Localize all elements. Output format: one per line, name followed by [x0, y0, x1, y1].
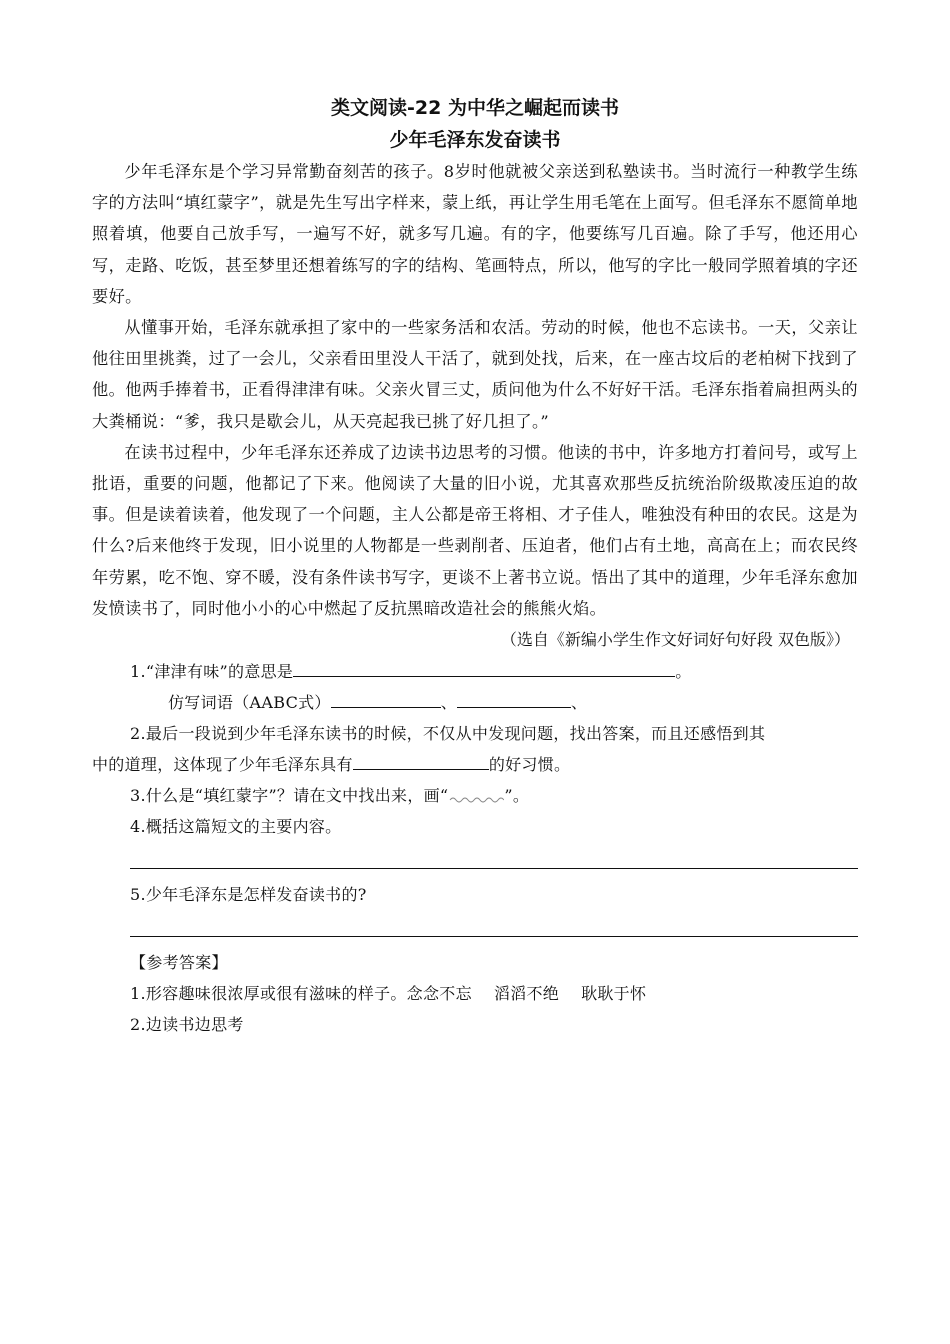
passage-title: 少年毛泽东发奋读书: [389, 129, 561, 151]
question-2-answer-blank[interactable]: [353, 751, 489, 770]
word-separator-1: 、: [440, 693, 458, 713]
document-title: 类文阅读-22 为中华之崛起而读书: [331, 97, 619, 119]
question-1-answer-blank[interactable]: [293, 658, 675, 677]
question-2-text: 中的道理，这体现了少年毛泽东具有: [92, 755, 353, 775]
question-2-line-2: [92, 749, 858, 780]
question-1-text: 1.“津津有味”的意思是: [130, 662, 294, 682]
wavy-underline-icon: [448, 790, 504, 804]
question-4: 4.概括这篇短文的主要内容。: [130, 817, 342, 837]
question-1b-text: 仿写词语（AABC式）: [168, 693, 331, 713]
answer-1-meaning: 1.形容趣味很浓厚或很有滋味的样子。: [130, 984, 407, 1004]
question-5: 5.少年毛泽东是怎样发奋读书的?: [130, 885, 367, 905]
answer-heading: 【参考答案】: [130, 953, 228, 973]
answer-1-word-1: 念念不忘: [406, 984, 472, 1004]
word-blank-1[interactable]: [331, 689, 441, 708]
question-2-end: 的好习惯。: [488, 755, 571, 775]
answer-1: [92, 978, 858, 1009]
worksheet-page: [92, 92, 858, 1040]
question-5-answer-line[interactable]: [130, 910, 858, 937]
question-1b: [92, 687, 858, 718]
source-citation: （选自《新编小学生作文好词好句好段 双色版》）: [500, 630, 850, 650]
question-3-end: ”。: [504, 786, 530, 806]
question-2-line-1: 2.最后一段说到少年毛泽东读书的时候，不仅从中发现问题，找出答案，而且还感悟到其: [130, 724, 766, 744]
question-4-answer-line[interactable]: [130, 842, 858, 869]
answer-1-word-3: 耿耿于怀: [581, 984, 647, 1004]
word-separator-2: 、: [571, 693, 588, 713]
answer-1-word-2: 滔滔不绝: [493, 984, 560, 1004]
passage-paragraph-2: 从懂事开始，毛泽东就承担了家中的一些家务活和农活。劳动的时候，他也不忘读书。一天，父亲让他往田里挑粪，过了一会儿，父亲看田里没人干活了，就到处找，后来，在一座古坟后的老柏树下找到了他。他两手捧着书，正看得津津有味。父亲火冒三丈，质问他为什么不好好干活。毛泽东指着扁担两头的大粪桶说：“爹，我只是歇会儿，从天亮起我已挑了好几担了。”: [92, 318, 858, 431]
question-3-text: 3.什么是“填红蒙字”？请在文中找出来，画“: [130, 786, 449, 806]
word-blank-2[interactable]: [457, 689, 571, 708]
question-1-end: 。: [675, 662, 692, 682]
question-3: [92, 780, 858, 811]
passage-paragraph-3: 在读书过程中，少年毛泽东还养成了边读书边思考的习惯。他读的书中，许多地方打着问号，或写上批语，重要的问题，他都记了下来。他阅读了大量的旧小说，尤其喜欢那些反抗统治阶级欺凌压迫的故事。但是读着读着，他发现了一个问题，主人公都是帝王将相、才子佳人，唯独没有种田的农民。这是为什么?后来他终于发现，旧小说里的人物都是一些剥削者、压迫者，他们占有土地，高高在上；而农民终年劳累，吃不饱、穿不暖，没有条件读书写字，更谈不上著书立说。悟出了其中的道理，少年毛泽东愈加发愤读书了，同时他小小的心中燃起了反抗黑暗改造社会的熊熊火焰。: [92, 442, 858, 618]
passage-paragraph-1: 少年毛泽东是个学习异常勤奋刻苦的孩子。8岁时他就被父亲送到私塾读书。当时流行一种教学生练字的方法叫“填红蒙字”，就是先生写出字样来，蒙上纸，再让学生用毛笔在上面写。但毛泽东不愿简单地照着填，他要自己放手写，一遍写不好，就多写几遍。有的字，他要练写几百遍。除了手写，他还用心写，走路、吃饭，甚至梦里还想着练写的字的结构、笔画特点，所以，他写的字比一般同学照着填的字还要好。: [92, 162, 858, 306]
question-1: [92, 656, 858, 687]
answer-2: 2.边读书边思考: [130, 1015, 244, 1035]
